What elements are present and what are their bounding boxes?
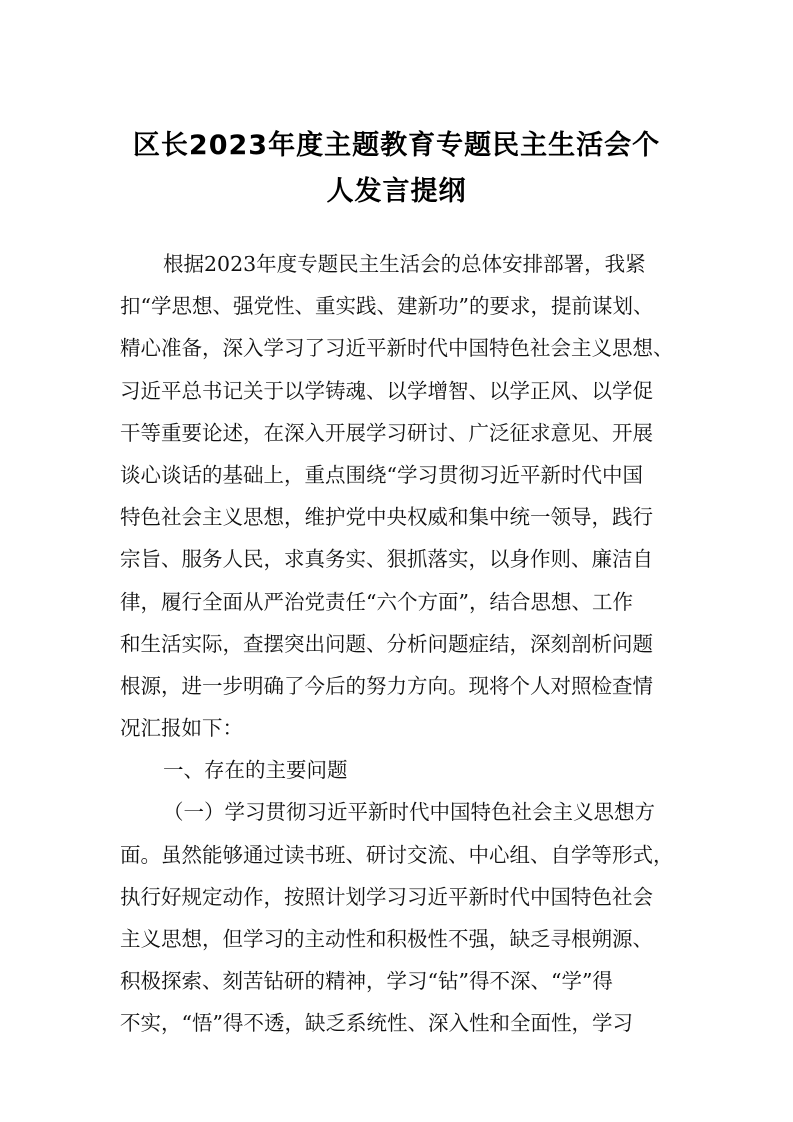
paragraph-line: 不实，“悟”得不透，缺乏系统性、深入性和全面性，学习: [120, 1011, 633, 1036]
paragraph-line: 精心准备，深入学习了习近平新时代中国特色社会主义思想、: [120, 336, 674, 361]
paragraph-line: 习近平总书记关于以学铸魂、以学增智、以学正风、以学促: [120, 378, 653, 403]
paragraph-line: 律，履行全面从严治党责任“六个方面”，结合思想、工作: [120, 589, 633, 614]
section-heading: 一、存在的主要问题: [163, 758, 348, 783]
document-body: [120, 243, 680, 1045]
document-title-line-1: 区长2023年度主题教育专题民主生活会个: [132, 130, 661, 161]
paragraph-line: 积极探索、刻苦钻研的精神，学习“钻”得不深、“学”得: [120, 969, 613, 994]
paragraph-line: 面。虽然能够通过读书班、研讨交流、中心组、自学等形式，: [120, 842, 674, 867]
paragraph-line: 主义思想，但学习的主动性和积极性不强，缺乏寻根朔源、: [120, 927, 653, 951]
paragraph-line: 扣“学思想、强党性、重实践、建新功”的要求，提前谋划、: [120, 294, 654, 319]
paragraph-line: 特色社会主义思想，维护党中央权威和集中统一领导，践行: [120, 505, 653, 530]
paragraph-line: 干等重要论述，在深入开展学习研讨、广泛征求意见、开展: [120, 420, 653, 445]
paragraph-line: 谈心谈话的基础上，重点围绕“学习贯彻习近平新时代中国: [120, 462, 643, 487]
paragraph-line: 宗旨、服务人民，求真务实、狠抓落实，以身作则、廉洁自: [120, 547, 653, 572]
paragraph-line: 和生活实际，查摆突出问题、分析问题症结，深刻剖析问题: [120, 631, 653, 656]
document-title-line-2: 人发言提纲: [326, 176, 467, 207]
paragraph-line: 根源，进一步明确了今后的努力方向。现将个人对照检查情: [120, 673, 653, 698]
paragraph-line: 根据2023年度专题民主生活会的总体安排部署，我紧: [163, 252, 646, 276]
paragraph-line: 况汇报如下：: [120, 716, 243, 741]
paragraph-line: 执行好规定动作，按照计划学习习近平新时代中国特色社会: [120, 884, 653, 909]
subsection-heading-line: （一）学习贯彻习近平新时代中国特色社会主义思想方: [163, 800, 655, 825]
